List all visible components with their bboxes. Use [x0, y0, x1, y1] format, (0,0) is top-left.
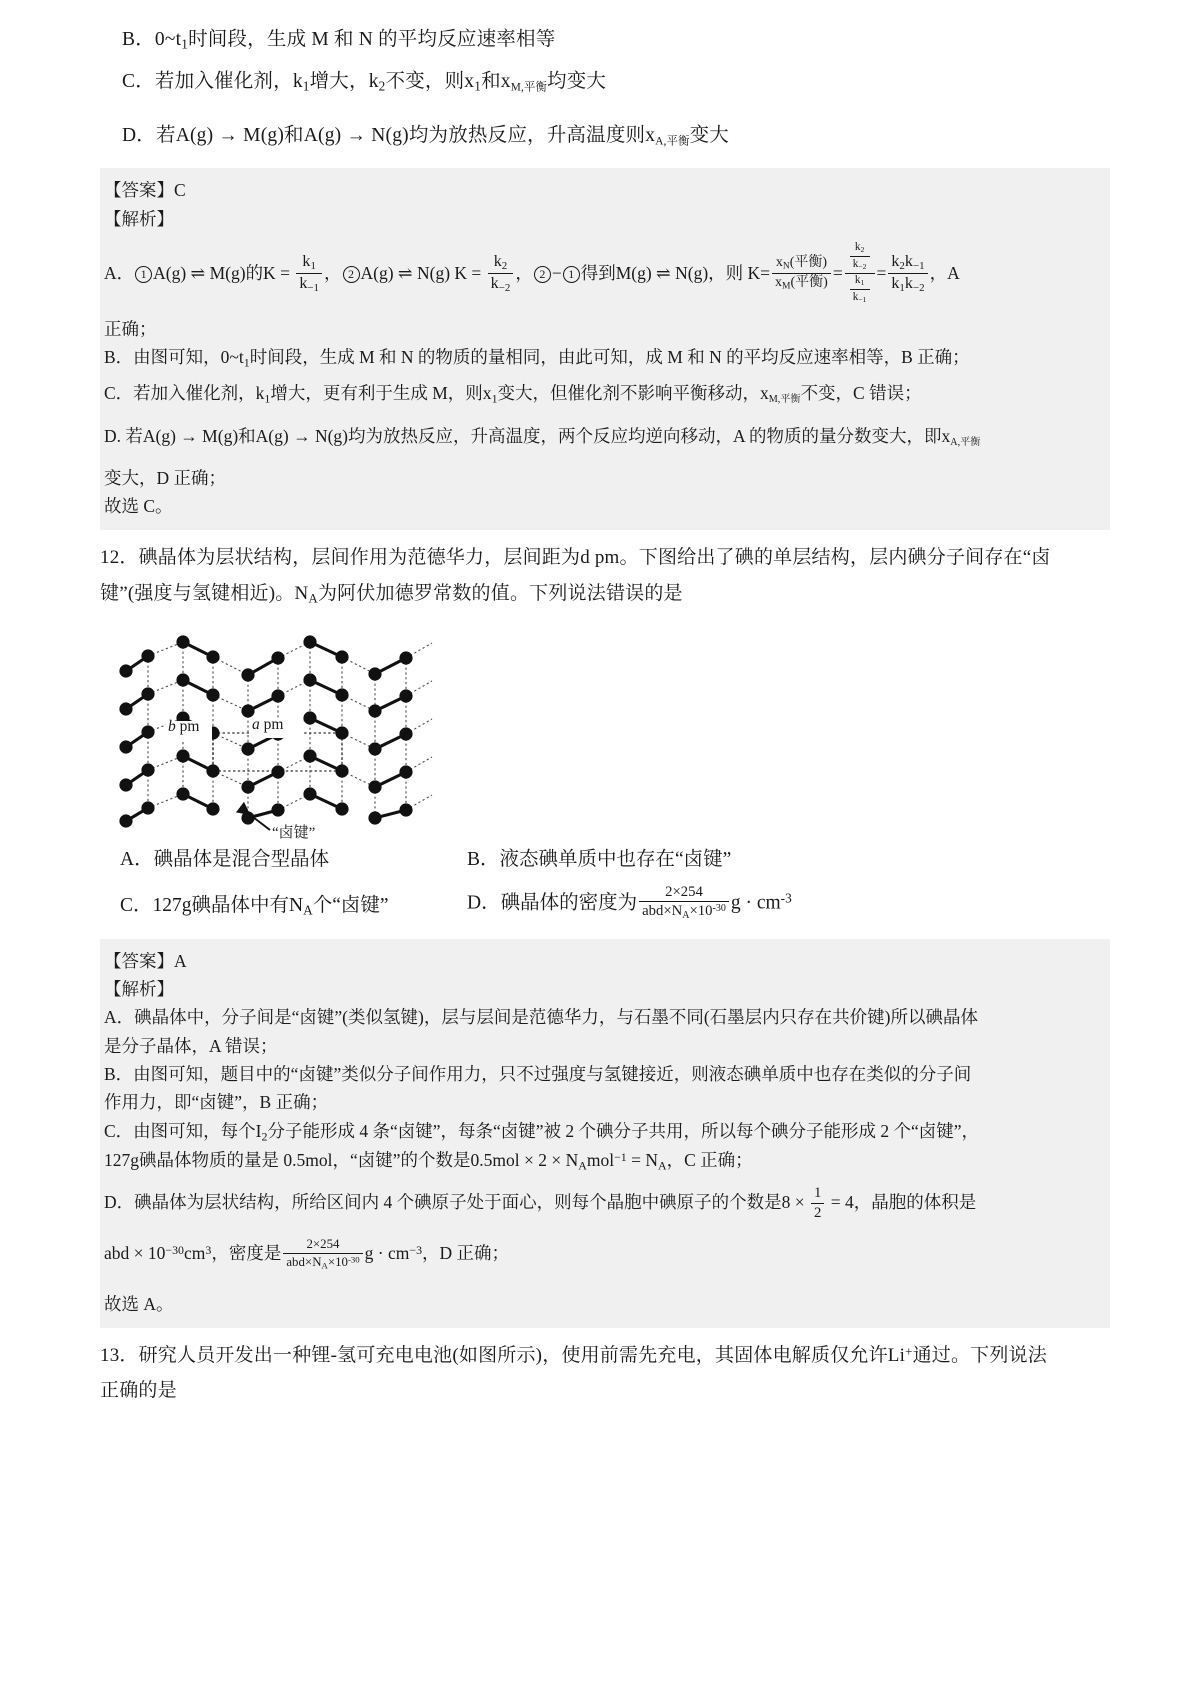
fraction-nested-ratio	[845, 242, 875, 306]
q11-a-t2: ，	[324, 262, 342, 283]
q11-a-t4: ，	[515, 262, 533, 283]
frac3-num-sub: N	[782, 261, 790, 272]
q12-option-c-sub: A	[303, 902, 313, 918]
density2-den-p2: ×10	[327, 1254, 348, 1269]
density2-den-sub: A	[321, 1259, 328, 1270]
frac3-num-tail: (平衡)	[789, 254, 828, 270]
q11-option-c-text4: 和x	[481, 71, 511, 93]
fraction-xN-xM	[772, 255, 831, 293]
f4-dd: k	[852, 290, 859, 303]
q12-option-c	[120, 889, 389, 919]
fraction-k1-kminus1	[296, 253, 322, 295]
density2-den-p1: abd×N	[286, 1254, 322, 1269]
q11-analysis-header-line	[102, 205, 1108, 233]
f4-nn: k	[854, 240, 861, 253]
frac3-den-x: x	[775, 275, 783, 291]
q11-option-c-sub1: 1	[302, 78, 310, 94]
q12-option-c-p2: 个“卤键”	[312, 894, 389, 916]
q12-a-l1: A．碘晶体中，分子间是“卤键”(类似氢键)，层与层间是范德华力，与石墨不同(石墨层内只存在共价键)所以碘晶体	[104, 1007, 978, 1028]
density2-num: 2×254	[283, 1237, 362, 1253]
q11-a-t1: A(g) ⇌ M(g)的K =	[153, 262, 295, 283]
f4-dn: k	[854, 274, 861, 287]
q12-option-d-p1: 碘晶体的密度为	[500, 891, 638, 913]
q11-option-c-label: C	[122, 71, 136, 93]
circle-one-icon-2: 1	[563, 266, 580, 283]
density-frac-den-sub: A	[682, 910, 690, 922]
q11-b-sub: 1	[243, 355, 250, 370]
q12-c2-sup: −1	[614, 1150, 627, 1165]
q11-analysis-header: 【解析】	[104, 208, 174, 229]
q11-b-p1: B．由图可知，0~t	[104, 347, 244, 368]
q12-d2-p1: abd × 10	[104, 1242, 166, 1263]
q11-answer-line	[102, 176, 1108, 204]
f5-n1s: 2	[899, 260, 905, 273]
q13-sup: +	[905, 1343, 913, 1359]
q13-text1: 研究人员开发出一种锂-氢可充电电池(如图所示)，使用前需先充电，其固体电解质仅允许Li	[138, 1345, 906, 1367]
frac-den-sub: −1	[307, 282, 320, 295]
f5-n2: k	[904, 252, 913, 270]
q11-c-p2: 增大，更有利于生成 M，则x	[270, 382, 492, 403]
f4-nd: k	[852, 257, 859, 270]
density-frac-den-p2: ×10	[689, 903, 713, 920]
f4-dns: 1	[860, 278, 865, 288]
q12-c2-p1: 127g碘晶体物质的量是 0.5mol，“卤键”的个数是0.5mol × 2 × N	[104, 1150, 579, 1171]
q11-option-b-text1: 0~t	[154, 29, 182, 50]
f4-nds: −2	[858, 261, 867, 271]
q11-conclusion: 故选 C。	[104, 496, 173, 517]
f5-d2s: −2	[912, 282, 925, 295]
q11-option-c-text2: 增大，k	[309, 71, 379, 93]
q12-option-d-p2: g · cm	[730, 891, 781, 913]
iodine-layer-structure-figure	[110, 611, 440, 843]
q11-analysis-d-line1	[102, 408, 1108, 451]
q11-a-line2: 正确；	[104, 318, 157, 339]
q11-c-s1: 1	[264, 390, 271, 405]
q12-c-s1: 2	[261, 1129, 268, 1144]
q12-number: 12．	[100, 547, 139, 569]
q12-analysis-a-l1	[102, 1003, 1108, 1031]
q12-conclusion-line	[102, 1272, 1108, 1318]
q11-a-minus: −	[551, 262, 562, 283]
figure-label-a	[252, 716, 283, 734]
q12-answer-header: 【答案】	[104, 950, 174, 971]
frac2-num-k: k	[493, 252, 502, 270]
q11-option-c-text1: 若加入催化剂，k	[154, 71, 303, 93]
q12-d2-sup3: −3	[409, 1243, 423, 1257]
q11-option-b-sub1: 1	[181, 36, 189, 52]
circle-one-icon: 1	[135, 266, 152, 283]
q11-option-d-text2: 变大	[689, 125, 729, 147]
q12-answer-panel	[100, 939, 1110, 1328]
q12-option-c-label: C．	[120, 894, 153, 916]
q11-option-d-text1: 若A(g) → M(g)和A(g) → N(g)均为放热反应，升高温度则x	[156, 125, 656, 147]
q13-text2: 通过。下列说法	[912, 1345, 1047, 1367]
figure-annotation-halogen-bond: “卤键”	[272, 824, 316, 841]
density-frac-den-sup: -30	[712, 903, 726, 915]
q11-option-d-label: D	[122, 125, 137, 147]
q12-option-c-p1: 127g碘晶体中有N	[152, 894, 304, 916]
q12-answer-line	[102, 947, 1108, 975]
q12-c2-p2: mol	[586, 1150, 615, 1171]
frac2-den-sub: −2	[498, 282, 511, 295]
q12-option-a-text: 碘晶体是混合型晶体	[153, 848, 330, 870]
q11-a-t5: 得到M(g) ⇌ N(g)，则 K=	[580, 262, 771, 283]
frac-num-k: k	[302, 252, 311, 270]
f5-d1s: 1	[899, 282, 905, 295]
q12-c-p1: C．由图可知，每个I	[104, 1120, 262, 1141]
q12-conclusion: 故选 A。	[104, 1293, 174, 1314]
figure-label-b-unit: pm	[175, 717, 200, 735]
q12-options-row2	[100, 885, 1110, 939]
frac3-num-x: x	[775, 254, 783, 270]
q11-option-b-label: B	[122, 29, 136, 50]
q12-a-l2: 是分子晶体，A 错误；	[104, 1035, 278, 1056]
q12-d2-sup2: 3	[205, 1243, 212, 1257]
frac2-num-sub: 2	[501, 260, 508, 273]
q12-stem-sub: A	[308, 590, 318, 606]
q12-option-b-text: 液态碘单质中也存在“卤键”	[499, 848, 732, 870]
figure-label-a-unit: pm	[259, 715, 284, 733]
density-frac-den-p1: abd×N	[642, 903, 683, 920]
q13-text3: 正确的是	[100, 1380, 177, 1402]
q12-c2-p3: = N	[626, 1150, 658, 1171]
q11-c-p1: C．若加入催化剂，k	[104, 382, 265, 403]
circle-two-icon-2: 2	[534, 266, 551, 283]
f5-d1: k	[891, 275, 900, 293]
q11-answer-header: 【答案】	[104, 180, 174, 201]
figure-label-b-var: b	[168, 717, 176, 735]
q12-stem-text3: 为阿伏加德罗常数的值。下列说法错误的是	[317, 582, 683, 604]
q12-analysis-c-l1	[102, 1117, 1108, 1147]
frac-den-k: k	[299, 275, 308, 293]
q12-stem-text1: 碘晶体为层状结构，层间作用为范德华力，层间距为d pm。下图给出了碘的单层结构，层内碘分子间存在“卤	[138, 547, 1051, 569]
q13-number: 13．	[100, 1345, 139, 1367]
q12-figure-wrap	[100, 611, 1110, 843]
q12-option-b	[467, 843, 731, 871]
q12-stem-text2: 键”(强度与氢键相近)。N	[100, 582, 309, 604]
q11-c-p3: 变大，但催化剂不影响平衡移动，x	[497, 382, 769, 403]
q11-conclusion-line	[102, 492, 1108, 520]
q11-option-c-text5: 均变大	[547, 71, 607, 93]
q11-c-p4: 不变，C 错误；	[800, 382, 922, 403]
density-frac-num: 2×254	[639, 884, 729, 902]
q12-option-a	[120, 843, 329, 871]
q12-analysis-c-l2	[102, 1146, 1108, 1176]
q12-d2-p4: g · cm	[364, 1242, 410, 1263]
q12-analysis-header: 【解析】	[104, 979, 174, 1000]
fraction-k2-kminus2	[488, 253, 514, 295]
f5-d2: k	[904, 275, 913, 293]
q12-option-d-label: D．	[467, 891, 501, 913]
q13-stem-line2	[100, 1373, 1110, 1408]
q12-b-l2: 作用力，即“卤键”，B 正确；	[104, 1092, 329, 1113]
half-den: 2	[814, 1204, 822, 1221]
q11-d-p1: D. 若A(g) → M(g)和A(g) → N(g)均为放热反应，升高温度，两个反应均逆向移动，A 的物质的量分数变大，即x	[104, 426, 951, 447]
q12-d2-p2: cm	[184, 1242, 206, 1263]
circle-two-icon: 2	[343, 266, 360, 283]
q11-analysis-b-line	[102, 343, 1108, 373]
q12-d2-sup: −30	[165, 1243, 184, 1257]
q11-option-b: B．$0\sim t_1$时间段，生成 M 和 N 的平均反应速率相等	[122, 29, 556, 52]
q12-option-d-sup: -3	[780, 890, 792, 906]
q11-a-prefix: A．	[104, 262, 135, 283]
q12-options-row1	[100, 843, 1110, 885]
figure-label-a-var: a	[252, 715, 260, 733]
q13-stem-line1	[100, 1338, 1110, 1373]
q12-c2-s2: A	[657, 1158, 667, 1173]
q12-option-b-label: B．	[467, 848, 500, 870]
density-fraction-analysis	[283, 1237, 362, 1271]
q12-c2-p4: ，C 正确；	[666, 1150, 753, 1171]
fraction-k2kminus1-k1kminus2	[888, 253, 927, 295]
frac3-den-tail: (平衡)	[790, 275, 828, 291]
q11-option-c-text3: 不变，则x	[385, 71, 475, 93]
q12-option-d	[467, 885, 792, 923]
q12-analysis-b-l2	[102, 1088, 1108, 1116]
q12-d-p2: = 4，晶胞的体积是	[826, 1192, 977, 1213]
q12-d2-p3: ，密度是	[211, 1242, 282, 1263]
q12-c-p2: 分子能形成 4 条“卤键”，每条“卤键”被 2 个碘分子共用，所以每个碘分子能形成 2 个“卤键”，	[267, 1120, 980, 1141]
q12-option-a-label: A．	[120, 848, 154, 870]
density-fraction	[639, 884, 729, 922]
q11-d-s1: A,平衡	[950, 437, 981, 449]
fraction-one-half	[811, 1185, 824, 1221]
f5-n1: k	[891, 252, 900, 270]
q12-d-p1: D．碘晶体为层状结构，所给区间内 4 个碘原子处于面心，则每个晶胞中碘原子的个数是8 ×	[104, 1192, 810, 1213]
q11-analysis-a-line2	[102, 315, 1108, 343]
q12-analysis-d-l2	[102, 1222, 1108, 1272]
page-content	[100, 0, 1110, 1408]
q11-option-d: D．若A(g) → M(g)和A(g) → N(g)均为放热反应，升高温度则$x_{A,平衡}$变大	[122, 125, 729, 148]
figure-label-b	[168, 718, 199, 736]
q11-option-c-sub2: 2	[378, 78, 386, 94]
q12-analysis-header-line	[102, 975, 1108, 1003]
f5-n2s: −1	[912, 260, 925, 273]
half-num: 1	[811, 1185, 824, 1204]
f4-dds: −1	[858, 295, 867, 305]
frac3-den-sub: M	[782, 281, 791, 292]
q11-option-d-sub1: A,平衡	[655, 135, 690, 148]
q11-option-c-sub4: M,平衡	[510, 81, 548, 94]
q12-analysis-a-l2	[102, 1032, 1108, 1060]
density2-den-sup: -30	[347, 1253, 360, 1264]
q11-analysis-c-line	[102, 373, 1108, 409]
q11-c-s2: 1	[491, 390, 498, 405]
q12-answer-value: A	[174, 950, 187, 971]
q12-c2-s1: A	[578, 1158, 587, 1173]
q12-analysis-b-l1	[102, 1060, 1108, 1088]
q11-analysis-d-line2	[102, 452, 1108, 492]
frac2-den-k: k	[490, 275, 499, 293]
frac-num-sub: 1	[310, 260, 316, 273]
q12-d2-p5: ，D 正确；	[422, 1242, 510, 1263]
q11-answer-panel	[100, 168, 1110, 530]
q11-a-t3: A(g) ⇌ N(g) K =	[360, 262, 486, 283]
q12-analysis-d-l1	[102, 1176, 1108, 1222]
q11-option-c: C．若加入催化剂，$k_1$增大，$k_2$不变，则$x_1$和$x_{M,平衡}$均变大	[122, 71, 607, 94]
q11-answer-value: C	[174, 180, 186, 201]
f4-nns: 2	[860, 245, 865, 255]
q12-stem-line2	[100, 576, 1110, 611]
q11-option-b-text2: 时间段，生成 M 和 N 的平均反应速率相等	[188, 29, 556, 50]
fraction-k2-kminus2-nested	[850, 241, 870, 271]
q11-option-c-sub3: 1	[474, 78, 482, 94]
q12-b-l1: B．由图可知，题目中的“卤键”类似分子间作用力，只不过强度与氢键接近，则液态碘单质中也存在类似的分子间	[104, 1064, 972, 1085]
q11-a-tail: ，A	[929, 262, 960, 283]
q11-c-s3: M,平衡	[768, 393, 801, 405]
q12-stem-line1	[100, 540, 1110, 575]
fraction-k1-kminus1-nested	[850, 274, 870, 304]
q11-b-p2: 时间段，生成 M 和 N 的物质的量相同，由此可知，成 M 和 N 的平均反应速率相等，B 正确；	[249, 347, 970, 368]
q11-a-eq1: =	[832, 262, 843, 283]
q11-a-eq2: =	[876, 262, 887, 283]
q11-analysis-a-line1	[102, 233, 1108, 315]
q11-d-line2: 变大，D 正确；	[104, 467, 227, 488]
